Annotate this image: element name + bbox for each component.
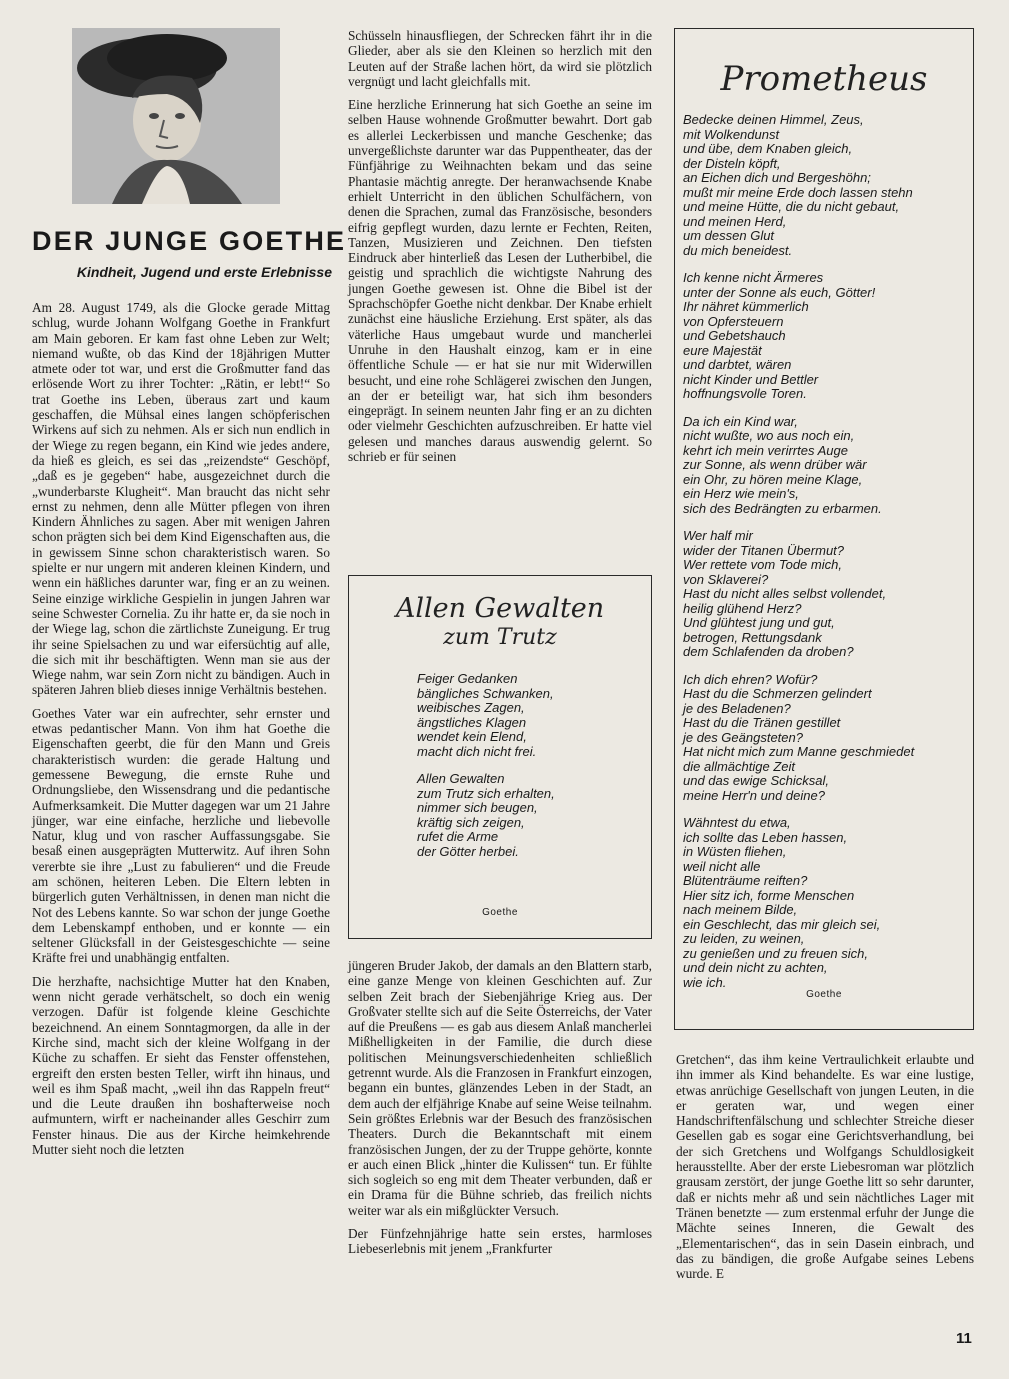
poem-line: macht dich nicht frei. — [417, 743, 537, 759]
poem-line: mußt mir meine Erde doch lassen stehn — [683, 184, 913, 200]
col2-paragraph: Schüsseln hinausfliegen, der Schrecken fährt ihr in die Glieder, aber als sie den Kleinen so herzlich mit den Leuten auf der Straße lachen hört, da wird sie plötzlich vergnügt und lacht gleichfalls mit. — [348, 28, 652, 89]
poem1-title-line1: Allen Gewalten — [395, 593, 605, 624]
poem-line: ein Herz wie mein's, — [683, 486, 799, 501]
poem2-stanza — [683, 673, 914, 804]
poem-line: ein Geschlecht, das mir gleich sei, — [683, 916, 881, 932]
poem-line: zum Trutz sich erhalten, — [417, 785, 555, 801]
column-1 — [32, 300, 330, 1165]
poem-line: hoffnungsvolle Toren. — [683, 386, 807, 401]
poem-line: um dessen Glut — [683, 228, 775, 243]
poem-line: an Eichen dich und Bergeshöhn; — [683, 170, 871, 185]
poem-line: Hier sitz ich, forme Menschen — [683, 887, 855, 903]
poem2-stanza — [683, 113, 914, 258]
poem1-stanza — [417, 772, 555, 859]
poem-line: Wer rettete vom Tode mich, — [683, 557, 842, 572]
poem-line: Bedecke deinen Himmel, Zeus, — [683, 112, 864, 127]
poem-line: nicht Kinder und Bettler — [683, 371, 819, 387]
poem-line: sich des Bedrängten zu erbarmen. — [683, 500, 882, 516]
poem-line: der Götter herbei. — [417, 843, 519, 859]
poem2-title: Prometheus — [720, 59, 928, 99]
poem-line: Ihr nähret kümmerlich — [683, 299, 809, 314]
poem-line: Wer half mir — [683, 528, 753, 543]
poem-line: Hast du die Schmerzen gelindert — [683, 686, 872, 701]
poem-line: wendet kein Elend, — [417, 729, 527, 744]
article-subtitle: Kindheit, Jugend und erste Erlebnisse — [76, 264, 332, 280]
poem-line: von Sklaverei? — [683, 571, 769, 587]
poem-line: rufet die Arme — [417, 829, 499, 844]
poem-box-prometheus — [674, 28, 974, 1030]
poem-line: nimmer sich beugen, — [417, 800, 538, 815]
column-2-bottom — [348, 958, 652, 1265]
poem-line: betrogen, Rettungsdank — [683, 629, 822, 645]
col2-paragraph: Eine herzliche Erinnerung hat sich Goethe an seine im selben Hause wohnende Großmutter bewahrt. Dort gab es allerlei Leckerbissen und manche Geschenke; das unvergeßlichste darunter war das Puppentheater, das der Fünfjährige zu Weihnachten bekam und das seine Phantasie mächtig anregte. Der heranwachsende Knabe erhielt Unterricht in den üblichen Schulfächern, von denen die Sprachen, zumal das Französische, besonders eifrig gepflegt wurden, dazu lernte er Fechten, Reiten, Tanzen, Musizieren und Zeichnen. Den tiefsten Eindruck aber hinterließ das Lesen der Lutherbibel, die geistig und sprachlich die wichtigste Nahrung des jungen Goethe gewesen ist. Ohne die Bibel ist der Sprachschöpfer Goethe nicht denkbar. Der Knabe erhielt zunächst eine häusliche Erziehung. Erst später, als das väterliche Haus umgebaut wurde und mancherlei Unruhe in den Haushalt einzog, kam er in eine öffentliche Schule — er hat sie nur mit Widerwillen besucht, und eine rohe Schlägerei zwischen den Jungen, an der er beteiligt war, hat sich ihm besonders eingeprägt. In seinem neunten Jahr fing er an zu dichten oder vielmehr Geschichten aufzuschreiben. Er hatte viel gelesen und manches daraus auswendig gelernt. So schrieb er für seinen — [348, 97, 652, 465]
poem2-stanza — [683, 271, 914, 402]
poem-line: nach meinem Bilde, — [683, 902, 798, 917]
poem-line: der Disteln köpft, — [683, 155, 781, 171]
poem-line: und übe, dem Knaben gleich, — [683, 141, 853, 156]
poem-line: meine Herr'n und deine? — [683, 787, 825, 803]
poem-line: Und glühtest jung und gut, — [683, 615, 835, 630]
column-3-bottom — [676, 1052, 974, 1289]
poem-line: Blütenträume reiften? — [683, 873, 808, 888]
poem-line: je des Beladenen? — [683, 700, 791, 716]
poem1-stanza — [417, 672, 555, 759]
col2-paragraph: Der Fünfzehnjährige hatte sein erstes, harmloses Liebeserlebnis mit jenem „Frankfurter — [348, 1226, 652, 1257]
poem-line: Hat nicht mich zum Manne geschmiedet — [683, 744, 915, 759]
poem-line: dem Schlafenden da droben? — [683, 644, 854, 659]
poem-line: und dein nicht zu achten, — [683, 960, 828, 975]
poem-box-allen-gewalten — [348, 575, 652, 939]
poem-line: mit Wolkendunst — [683, 126, 780, 142]
article-title: DER JUNGE GOETHE — [32, 226, 347, 256]
poem-line: Wähntest du etwa, — [683, 815, 791, 830]
col2-paragraph: jüngeren Bruder Jakob, der damals an den Blattern starb, eine ganze Menge von kleinen Geschichten auf. Zur selben Zeit brach der Siebenjährige Krieg aus. Der Großvater stellte sich auf die Seite Österreichs, der Vater auf die Preußens — es gab aus diesem Anlaß mancherlei Mißhelligkeiten in der Familie, die durch diese politischen Meinungsverschiedenheiten schließlich getrennt wurde. Als die Franzosen in Frankfurt einzogen, begann ein buntes, glänzendes Leben in der Stadt, an dem auch der elfjährige Knabe auf seine Weise teilnahm. Sein größtes Erlebnis war der Besuch des französischen Theaters. Durch die Bekanntschaft mit einem französischen Jungen, der zu der Truppe gehörte, konnte er auch einen Blick „hinter die Kulissen“ tun. Er fühlte sich sogleich so eng mit dem Theater verbunden, daß er ein Drama für die Bühne schrieb, das freilich nichts weiter war als ein mißglückter Versuch. — [348, 958, 652, 1218]
poem-line: wider der Titanen Übermut? — [683, 542, 845, 558]
poem2-author: Goethe — [806, 989, 842, 1000]
poem-line: Ich kenne nicht Ärmeres — [683, 270, 824, 285]
poem1-text — [417, 672, 555, 872]
poem-line: ich sollte das Leben hassen, — [683, 829, 848, 845]
poem-line: und Gebetshauch — [683, 328, 786, 343]
poem2-text — [683, 113, 914, 1003]
poem-line: zu leiden, zu weinen, — [683, 931, 805, 946]
poem-line: die allmächtige Zeit — [683, 758, 795, 774]
poem-line: heilig glühend Herz? — [683, 600, 802, 616]
poem-line: nicht wußte, wo aus noch ein, — [683, 428, 855, 443]
poem-line: ein Ohr, zu hören meine Klage, — [683, 471, 863, 487]
page-number: 11 — [956, 1330, 972, 1347]
poem-line: wie ich. — [683, 974, 727, 990]
col1-paragraph: Die herzhafte, nachsichtige Mutter hat den Knaben, wenn nicht gerade verhätschelt, so doch ein wenig verzogen. Dafür ist folgende kleine Geschichte bezeichnend. An einem Sonntagmorgen, da alle in der Kirche sind, macht sich der kleine Wolfgang in der Küche zu schaffen. Er sieht das Fenster offenstehen, ergreift den ersten besten Teller, wirft ihn hinaus, und weil es ihm Spaß macht, „weil ihn das Rappeln freut“ und die Leute draußen ihn boshafterweise noch aufmuntern, wirft er nacheinander alles Geschirr zum Fenster hinaus. Die aus der Kirche heimkehrende Mutter sieht noch die letzten — [32, 973, 330, 1158]
goethe-portrait — [72, 28, 280, 204]
poem-line: und darbtet, wären — [683, 357, 792, 372]
poem-line: und meinen Herd, — [683, 213, 787, 229]
poem-line: Hast du die Tränen gestillet — [683, 715, 841, 730]
poem-line: unter der Sonne als euch, Götter! — [683, 284, 876, 300]
poem-line: bängliches Schwanken, — [417, 685, 554, 701]
poem-line: und meine Hütte, die du nicht gebaut, — [683, 199, 900, 214]
poem-line: du mich beneidest. — [683, 242, 793, 258]
poem-line: Feiger Gedanken — [417, 671, 518, 686]
poem-line: weibisches Zagen, — [417, 700, 525, 715]
col3-paragraph: Gretchen“, das ihm keine Vertraulichkeit erlaubte und ihn immer als Kind behandelte. Es war eine lustige, etwas anrüchige Gesellschaft von jungen Leuten, in die er geraten war, und wegen einer Handschriftenfälschung und schlechter Streiche dieser Gesellen gab es sogar eine Gerichtsverhandlung, bei der sich Gretchens und Wolfgangs Schuldlosigkeit herausstellte. Aber der erste Liebesroman war plötzlich grausam zerstört, der junge Goethe litt so sehr darunter, daß er nichts mehr aß und sein nächtliches Lager mit Tränen benetzte — zum erstenmal erfuhr der Junge die Mächte seines Inneren, die Gewalt des „Elementarischen“, das in sein Dasein einbrach, und das zu bändigen, die große Aufgabe seines Lebens wurde. E — [676, 1052, 974, 1282]
col1-paragraph: Goethes Vater war ein aufrechter, sehr ernster und etwas pedantischer Mann. Von ihm hat Goethe die Eigenschaften geerbt, die für den Mann und Greis charakteristisch wurden: die gerade Haltung und gemessene Bewegung, die ernste Ruhe und Ordnungsliebe, den Wissensdrang und die pedantische Aufmerksamkeit. Die Mutter dagegen war um 21 Jahre jünger, war eine einfache, herzliche und liebevolle Natur, klug und von rascher Auffassungsgabe. Sie besaß einen ausgeprägten Mutterwitz. Auf ihren Sohn vererbte sie ihre „Lust zu fabulieren“ und die Freude am schönen, heiteren Leben. Die Eltern lebten in bürgerlich guten Verhältnissen, in denen man nicht die Not des Lebens kannte. So war schon der junge Goethe dem Lebenskampf enthoben, und er konnte — ein seltener Glücksfall in der Geistesgeschichte — seine Kräfte frei und unabhängig entfalten. — [32, 705, 330, 966]
poem-line: weil nicht alle — [683, 858, 761, 874]
column-2-top — [348, 28, 652, 472]
portrait-illustration — [72, 28, 280, 204]
poem2-stanza — [683, 816, 914, 990]
poem-line: kräftig sich zeigen, — [417, 814, 525, 830]
poem1-author: Goethe — [482, 907, 518, 918]
poem2-stanza — [683, 415, 914, 517]
poem-line: kehrt ich mein verirrtes Auge — [683, 442, 848, 458]
poem-line: ängstliches Klagen — [417, 714, 527, 730]
poem2-stanza — [683, 529, 914, 660]
poem-line: eure Majestät — [683, 342, 762, 358]
poem-line: von Opfersteuern — [683, 313, 784, 329]
poem-line: je des Geängsteten? — [683, 729, 803, 745]
poem-line: zur Sonne, als wenn drüber wär — [683, 457, 867, 472]
poem-line: Ich dich ehren? Wofür? — [683, 671, 818, 687]
poem-line: in Wüsten fliehen, — [683, 844, 787, 859]
poem-line: und das ewige Schicksal, — [683, 773, 829, 788]
poem-line: Hast du nicht alles selbst vollendet, — [683, 586, 887, 601]
poem-line: Da ich ein Kind war, — [683, 413, 798, 429]
poem-line: zu genießen und zu freuen sich, — [683, 945, 869, 961]
col1-paragraph: Am 28. August 1749, als die Glocke gerade Mittag schlug, wurde Johann Wolfgang Goethe in Frankfurt am Main geboren. Er kam fast ohne Leben zur Welt; niemand wußte, ob das Kind der 18jährigen Mutter atmete oder tot war, und erst die Großmutter fand das erlösende Wort zu ihrer Tochter: „Rätin, er lebt!“ So trat Goethe ins Leben, überaus zart und kaum geschaffen, die Mühsal eines langen schöpferischen Wirkens auf sich zu nehmen. Als er sich nun endlich in der Wiege zu regen begann, ein Kind wie jedes andere, da hieß es gleich, es sei das „reizendste“ Geschöpf, „daß es je gegeben“ habe, ausgezeichnet durch die „wunderbarste Klugheit“. Man braucht das nicht sehr ernst zu nehmen, denn alle Mütter pflegen von ihren Kindern Ähnliches zu sagen. Aber mit wenigen Jahren schon prägten sich bei dem Kind Eigenschaften aus, die in gewissem Sinne schon charakteristisch waren. So spielte er nur ungern mit anderen kleinen Kindern, und wenn ein häßliches darunter war, fing er an zu weinen. Seine einzige wirkliche Gespielin in jungen Jahren war seine Schwester Cornelia. Zu ihr hatte er, da sie noch in der Wiege lag, schon die zärtlichste Zuneigung. Er trug ihr seine Spielsachen zu und war eifersüchtig auf alle, die sich mit ihr beschäftigten. Wenn man sie aus der Wiege nahm, war sein Zorn nicht zu bändigen. Auch in späteren Jahren blieb dieses innige Verhältnis bestehen. — [32, 300, 330, 698]
poem1-title-line2: zum Trutz — [443, 625, 557, 650]
poem-line: Allen Gewalten — [417, 771, 505, 786]
